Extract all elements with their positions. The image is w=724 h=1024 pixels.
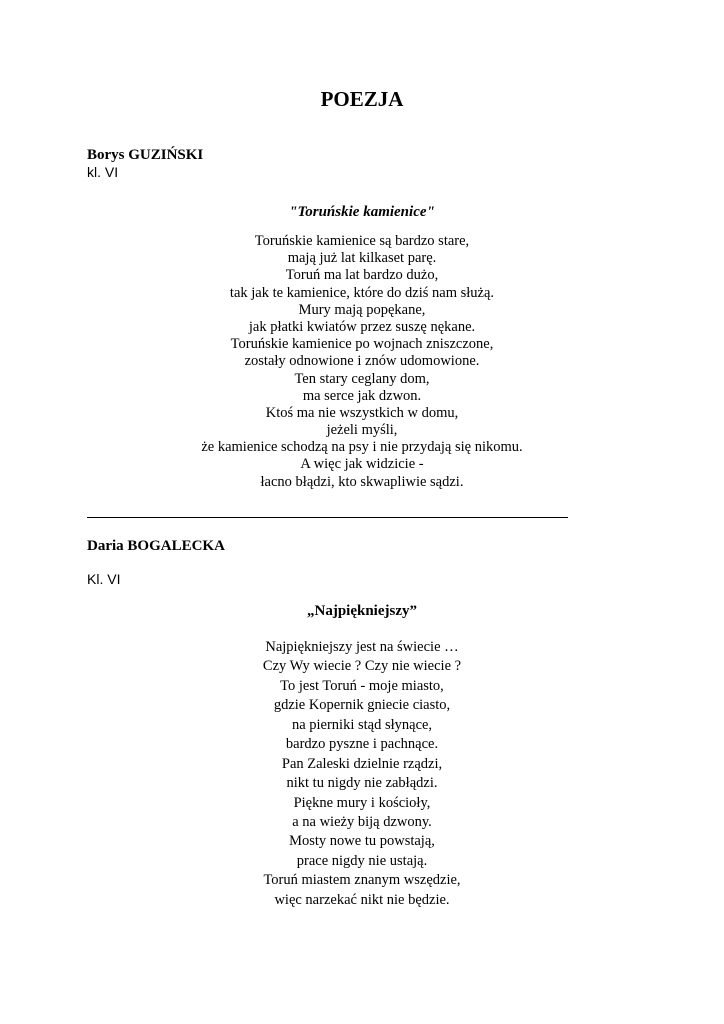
poem-line: gdzie Kopernik gniecie ciasto, bbox=[273, 697, 451, 714]
poem-line: nikt tu nigdy nie zabłądzi. bbox=[286, 775, 438, 792]
poem-line: Pan Zaleski dzielnie rządzi, bbox=[281, 755, 443, 772]
poem-1-class-label: kl. VI bbox=[87, 164, 119, 180]
poem-line: A więc jak widzicie - bbox=[300, 456, 424, 473]
poem-line: ma serce jak dzwon. bbox=[302, 387, 422, 404]
poem-line: Toruńskie kamienice po wojnach zniszczone, bbox=[230, 336, 494, 353]
poem-2-class-label: Kl. VI bbox=[87, 571, 121, 587]
poem-line: jak płatki kwiatów przez suszę nękane. bbox=[248, 318, 476, 335]
poem-line: tak jak te kamienice, które do dziś nam służą. bbox=[229, 284, 495, 301]
poem-2-title: „Najpiękniejszy” bbox=[307, 603, 417, 619]
poem-line: bardzo pyszne i pachnące. bbox=[285, 736, 439, 753]
poem-line: Ktoś ma nie wszystkich w domu, bbox=[265, 404, 459, 421]
poem-line: Piękne mury i kościoły, bbox=[293, 794, 431, 811]
poem-line: To jest Toruń - moje miasto, bbox=[280, 677, 444, 694]
poem-line: łacno błądzi, kto skwapliwie sądzi. bbox=[260, 473, 464, 490]
poem-1-text bbox=[0, 233, 724, 491]
poem-line: Czy Wy wiecie ? Czy nie wiecie ? bbox=[262, 658, 462, 675]
page-title: POEZJA bbox=[320, 87, 404, 111]
poem-2-author: Daria BOGALECKA bbox=[87, 538, 225, 554]
poem-line: Mury mają popękane, bbox=[298, 301, 426, 318]
poem-line: mają już lat kilkaset parę. bbox=[287, 250, 437, 267]
poem-line: jeżeli myśli, bbox=[326, 422, 398, 439]
poem-line: że kamienice schodzą na psy i nie przydają się nikomu. bbox=[201, 439, 523, 456]
poem-1-title: "Toruńskie kamienice" bbox=[289, 204, 435, 220]
poem-line: na pierniki stąd słynące, bbox=[291, 716, 433, 733]
poem-line: Toruń ma lat bardzo dużo, bbox=[285, 267, 439, 284]
poem-line: Toruń miastem znanym wszędzie, bbox=[263, 872, 461, 889]
poem-line: Ten stary ceglany dom, bbox=[294, 370, 430, 387]
poem-line: więc narzekać nikt nie będzie. bbox=[274, 891, 450, 908]
poem-line: prace nigdy nie ustają. bbox=[296, 852, 428, 869]
section-separator bbox=[87, 517, 568, 518]
poem-line: a na wieży biją dzwony. bbox=[292, 813, 432, 830]
poem-2-text bbox=[0, 638, 724, 910]
poem-line: Najpiękniejszy jest na świecie … bbox=[265, 639, 459, 655]
poem-line: zostały odnowione i znów udomowione. bbox=[244, 353, 480, 370]
poem-1-author: Borys GUZIŃSKI bbox=[87, 147, 204, 163]
poem-line: Toruńskie kamienice są bardzo stare, bbox=[254, 233, 470, 249]
poem-line: Mosty nowe tu powstają, bbox=[289, 833, 435, 850]
